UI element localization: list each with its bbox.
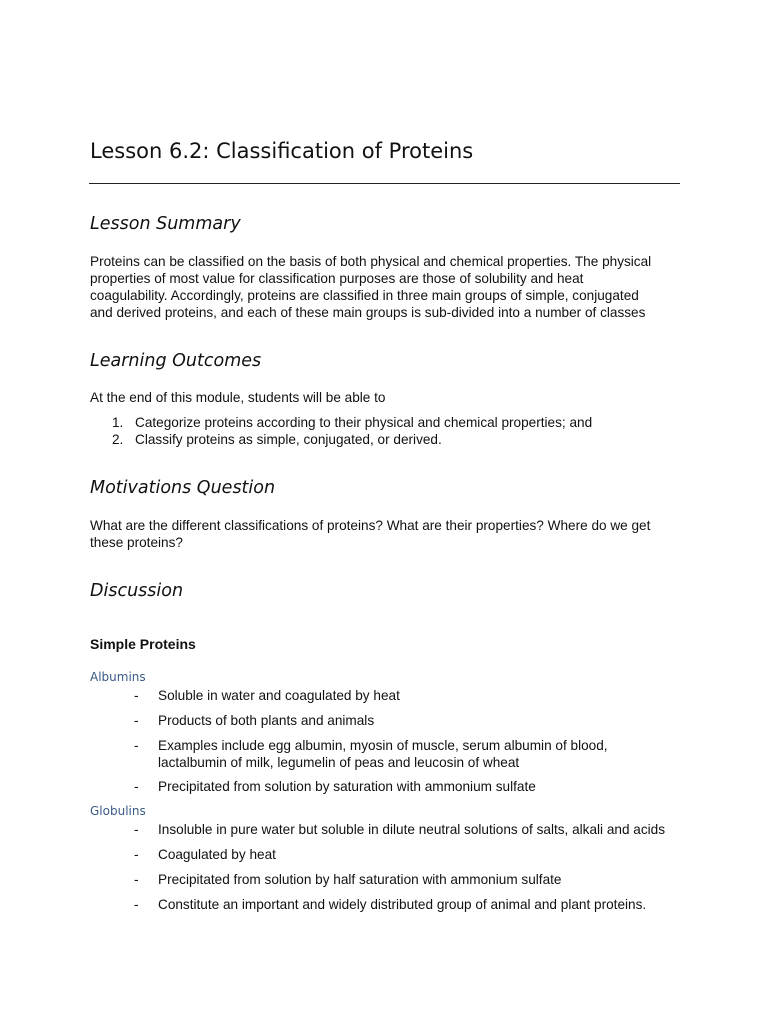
title-divider (89, 183, 680, 184)
list-item-text (158, 687, 688, 704)
motivation-line: What are the different classifications of proteins? What are their properties? Where do we get (90, 518, 651, 533)
dash-bullet: - (134, 872, 139, 887)
dash-bullet: - (134, 713, 139, 728)
motivation-line: these proteins? (90, 535, 183, 550)
list-item-line: Constitute an important and widely distributed group of animal and plant proteins. (158, 897, 647, 912)
dash-bullet: - (134, 897, 139, 912)
list-item-line: lactalbumin of milk, legumelin of peas and leucosin of wheat (158, 755, 520, 770)
list-item-text (158, 737, 688, 771)
learning-outcomes-heading: Learning Outcomes (90, 351, 262, 371)
albumins-label: Albumins (90, 670, 146, 684)
list-item-line: Coagulated by heat (158, 847, 276, 862)
dash-bullet: - (134, 847, 139, 862)
lesson-summary-heading: Lesson Summary (90, 214, 241, 234)
motivation-text (90, 517, 680, 551)
list-item-text (158, 846, 688, 863)
list-item-text (158, 871, 688, 888)
list-item-number: 2. (112, 432, 124, 447)
summary-line: and derived proteins, and each of these main groups is sub-divided into a number of classes (90, 305, 646, 320)
list-item-text (158, 712, 688, 729)
list-item-line: Examples include egg albumin, myosin of muscle, serum albumin of blood, (158, 738, 608, 753)
dash-bullet: - (134, 822, 139, 837)
list-item-number: 1. (112, 415, 124, 430)
summary-line: properties of most value for classification purposes are those of solubility and heat (90, 271, 584, 286)
dash-bullet: - (134, 779, 139, 794)
lesson-summary-text (90, 253, 680, 321)
dash-bullet: - (134, 688, 139, 703)
globulins-label: Globulins (90, 804, 146, 818)
list-item-line: Precipitated from solution by saturation with ammonium sulfate (158, 779, 536, 794)
list-item-line: Products of both plants and animals (158, 713, 375, 728)
list-item-text: Classify proteins as simple, conjugated, or derived. (135, 432, 442, 447)
list-item-line: Precipitated from solution by half saturation with ammonium sulfate (158, 872, 562, 887)
motivation-heading: Motivations Question (90, 478, 276, 498)
summary-line: coagulability. Accordingly, proteins are classified in three main groups of simple, conjugated (90, 288, 639, 303)
page-title: Lesson 6.2: Classification of Proteins (90, 139, 474, 163)
list-item-text (158, 778, 688, 795)
list-item-line: Soluble in water and coagulated by heat (158, 688, 400, 703)
dash-bullet: - (134, 738, 139, 753)
list-item-line: Insoluble in pure water but soluble in dilute neutral solutions of salts, alkali and acids (158, 822, 666, 837)
outcomes-intro-text: At the end of this module, students will be able to (90, 390, 386, 405)
summary-line: Proteins can be classified on the basis of both physical and chemical properties. The physical (90, 254, 652, 269)
simple-proteins-heading: Simple Proteins (90, 636, 196, 652)
list-item-text: Categorize proteins according to their physical and chemical properties; and (135, 415, 593, 430)
list-item-text (158, 821, 688, 838)
discussion-heading: Discussion (90, 581, 184, 601)
outcomes-intro (90, 389, 680, 406)
list-item-text (158, 896, 688, 913)
